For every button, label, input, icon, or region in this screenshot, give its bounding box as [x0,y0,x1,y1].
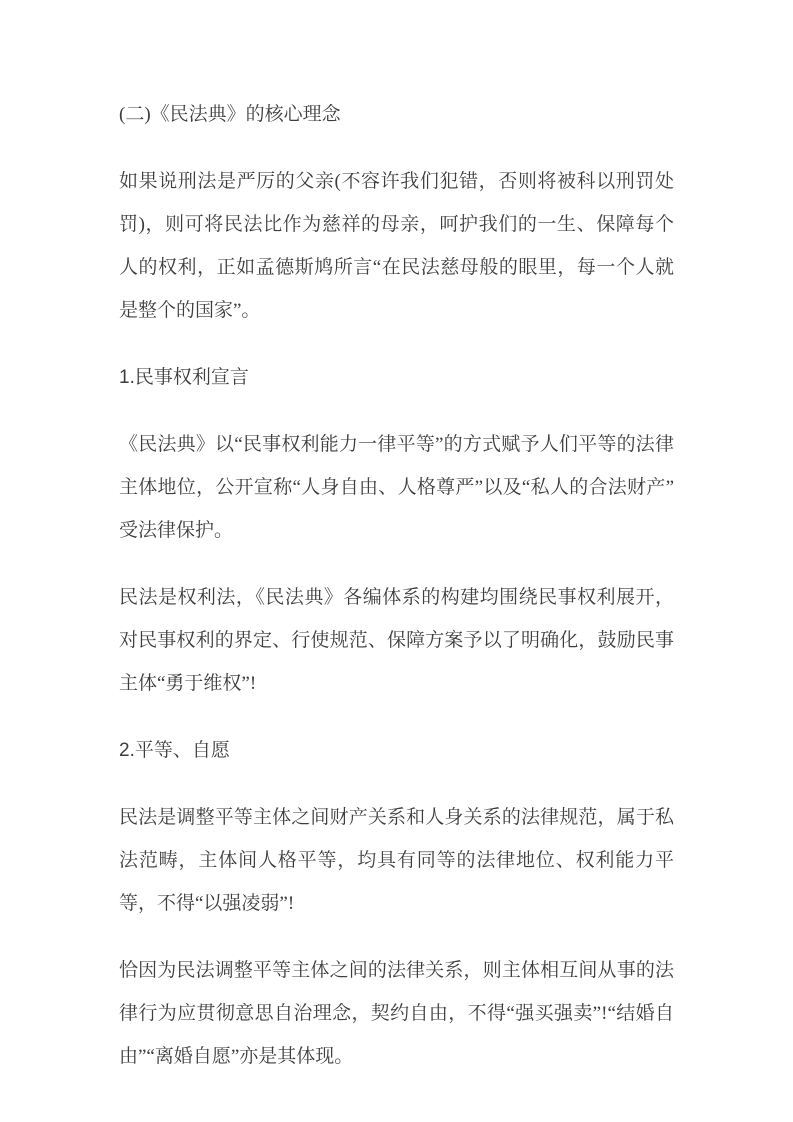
paragraph-autonomy-of-will: 恰因为民法调整平等主体之间的法律关系，则主体相互间从事的法律行为应贯彻意思自治理念，契约自由，不得“强买强卖”!“结婚自由”“离婚自愿”亦是其体现。 [119,960,674,1067]
paragraph-equal-legal-subject: 《民法典》以“民事权利能力一律平等”的方式赋予人们平等的法律主体地位，公开宣称“人身自由、人格尊严”以及“私人的合法财产”受法律保护。 [119,434,674,541]
paragraph-private-law-equality: 民法是调整平等主体之间财产关系和人身关系的法律规范，属于私法范畴，主体间人格平等，均具有同等的法律地位、权利能力平等，不得“以强凌弱”! [119,807,674,914]
subsection-heading-text: 民事权利宣言 [134,367,249,388]
section-heading-core-concept [119,93,674,136]
subsection-number: 2. [119,740,135,761]
paragraph-rights-law: 民法是权利法，《民法典》各编体系的构建均围绕民事权利展开，对民事权利的界定、行使规范、保障方案予以了明确化，鼓励民事主体“勇于维权”! [119,587,674,694]
subsection-number: 1. [119,367,135,388]
section-heading-text: (二)《民法典》的核心理念 [119,104,341,125]
subsection-heading-equality-voluntariness [119,729,674,772]
subsection-heading-civil-rights-declaration [119,356,674,399]
paragraph-civil-law-metaphor: 如果说刑法是严厉的父亲(不容许我们犯错，否则将被科以刑罚处罚)，则可将民法比作为慈祥的母亲，呵护我们的一生、保障每个人的权利，正如孟德斯鸠所言“在民法慈母般的眼里，每一个人就是整个的国家”。 [119,171,674,321]
subsection-heading-text: 平等、自愿 [134,740,230,761]
